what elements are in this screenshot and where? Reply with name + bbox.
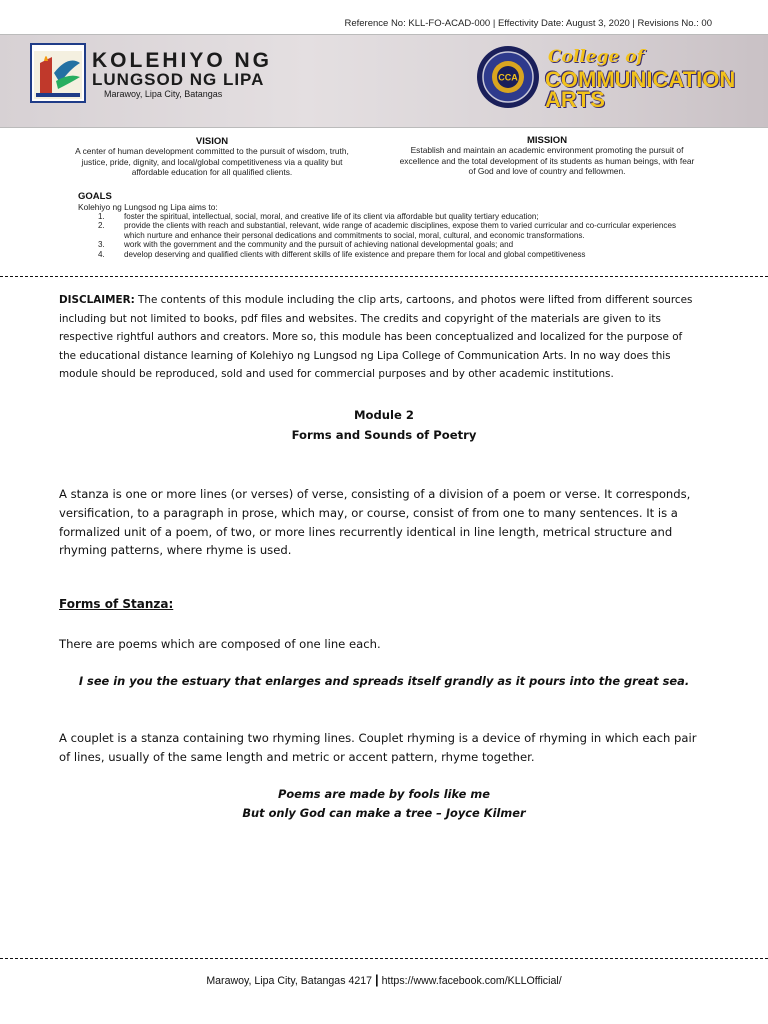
header-banner <box>0 34 768 128</box>
footer-separator: | <box>375 972 379 987</box>
goal-item <box>98 250 698 259</box>
goal-text: provide the clients with reach and substantial, relevant, wide range of academic disciplines, expose them to varied curricular and co-curricular experiences which nurture and enhance their personal dedications and commitments to social, moral, cultural, and economic transformations. <box>124 221 677 240</box>
stanza-paragraph: A stanza is one or more lines (or verses) of verse, consisting of a division of a poem or verse. It corresponds, versification, to a paragraph in prose, which may, or course, consist of from one to many sentences. It is a formalized unit of a poem, of two, or more lines recurrently identical in line length, metrical structure and rhyming patterns, where rhyme is used. <box>59 487 691 558</box>
footer-address: Marawoy, Lipa City, Batangas 4217 <box>206 975 373 987</box>
goal-number: 2. <box>98 221 105 231</box>
goal-item <box>98 240 698 249</box>
mission-text: Establish and maintain an academic environment promoting the pursuit of excellence and the total development of its students as human beings, with fear of God and love of country and fellowmen. <box>399 145 695 176</box>
module-title: Forms and Sounds of Poetry <box>291 428 477 442</box>
cca-seal-logo <box>476 45 540 109</box>
disclaimer <box>59 291 699 384</box>
college-name-line1: COMMUNICATION <box>545 67 736 92</box>
cca-seal-text: CCA <box>498 72 518 83</box>
disclaimer-label: DISCLAIMER: <box>59 294 135 306</box>
goal-number: 1. <box>98 212 105 221</box>
couplet-line-2: But only God can make a tree – Joyce Kilmer <box>242 806 526 820</box>
vision-text: A center of human development committed to the pursuit of wisdom, truth, justice, pride, dignity, and local/global competitiveness via a quality but affordable education for all qualified clients. <box>75 146 349 177</box>
goal-item <box>98 221 698 240</box>
college-name-line2: ARTS <box>545 87 605 112</box>
goals-intro: Kolehiyo ng Lungsod ng Lipa aims to: <box>78 202 218 212</box>
footer-url[interactable]: https://www.facebook.com/KLLOfficial/ <box>381 975 562 987</box>
disclaimer-text: The contents of this module including the clip arts, cartoons, and photos were lifted from different sources including but not limited to books, pdf files and websites. The credits and copyright of the materials are given to its respective rightful authors and creators. More so, this module has been conceptualized and localized for the purpose of the educational distance learning of Kolehiyo ng Lungsod ng Lipa College of Communication Arts. In no way does this module should be reproduced, sold and used for commercial purposes and by other academic institutions. <box>59 294 693 380</box>
goal-number: 3. <box>98 240 105 250</box>
mission-heading: MISSION <box>526 135 568 146</box>
one-line-intro: There are poems which are composed of one line each. <box>59 637 381 651</box>
college-of-label: College of <box>548 47 644 67</box>
goals-heading: GOALS <box>78 191 112 202</box>
goal-text: develop deserving and qualified clients with different skills of life existence and prepare them for local and global competitiveness <box>124 249 586 259</box>
header-divider <box>0 276 768 277</box>
goal-item <box>98 212 698 221</box>
vision-heading: VISION <box>195 136 229 147</box>
goals-list <box>98 212 698 259</box>
footer-divider <box>0 958 768 959</box>
one-line-quote: I see in you the estuary that enlarges and spreads itself grandly as it pours into the great sea. <box>78 674 690 688</box>
goal-text: foster the spiritual, intellectual, social, moral, and creative life of its client via affordable but quality tertiary education; <box>124 212 539 221</box>
kll-seal-logo <box>30 43 86 103</box>
goal-text: work with the government and the community and the pursuit of achieving national developmental goals; and <box>124 240 514 250</box>
school-name-line1: KOLEHIYO NG <box>92 49 273 72</box>
school-address: Marawoy, Lipa City, Batangas <box>104 89 223 99</box>
module-number: Module 2 <box>354 408 414 422</box>
couplet-line-1: Poems are made by fools like me <box>278 787 490 801</box>
goal-number: 4. <box>98 249 105 259</box>
reference-line: Reference No: KLL-FO-ACAD-000 | Effectivity Date: August 3, 2020 | Revisions No.: 00 <box>344 18 712 29</box>
school-name-line2: LUNGSOD NG LIPA <box>92 70 265 89</box>
footer <box>0 972 768 987</box>
couplet-paragraph: A couplet is a stanza containing two rhyming lines. Couplet rhyming is a device of rhyming in which each pair of lines, usually of the same length and metric or accent pattern, rhyme together. <box>59 731 697 764</box>
section-heading: Forms of Stanza: <box>59 597 174 611</box>
